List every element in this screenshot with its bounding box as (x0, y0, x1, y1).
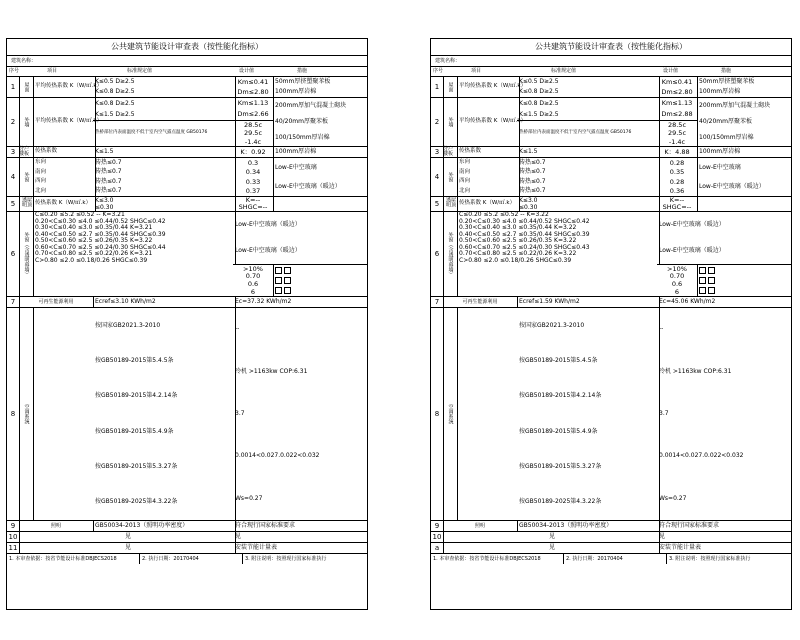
requirement: K≤0.8 D≥2.5 (519, 88, 559, 95)
requirement: 传热≤0.7 (95, 158, 122, 166)
checkbox-icon[interactable] (708, 277, 715, 284)
requirement: 传热≤0.7 (519, 187, 546, 195)
requirement: K≤0.5 D≥2.5 (519, 78, 559, 85)
footer-note: 3. 附注说明：按照现行国家标准执行 (245, 556, 327, 562)
checkbox-icon[interactable] (699, 267, 706, 274)
requirement: 按GB50189-2015第5.3.27条 (519, 462, 602, 470)
orientation: 西向 (459, 178, 471, 184)
requirement: K≤0.5 D≥2.5 (95, 78, 135, 85)
project-name-label: 建筑名称： (431, 56, 791, 67)
row-11 (431, 543, 791, 554)
requirement: 0.40<C≤0.50 ≤2.7 ≤0.35/0.44 SHGC≤0.39 (459, 230, 590, 238)
row-item: 外窗 (443, 158, 458, 196)
row-hvac (431, 308, 791, 521)
row-floor (431, 147, 791, 158)
design-value: SHGC=-- (238, 203, 268, 212)
row-window (431, 158, 791, 197)
design-value: K=-- (669, 196, 685, 205)
orientation: 东向 (459, 159, 471, 165)
measure: 40/20mm厚聚苯板 (699, 118, 752, 125)
requirement: K≤1.5 (95, 148, 114, 155)
row-number: 1 (7, 77, 20, 97)
requirement: 0.70<C≤0.80 ≤2.5 ≤0.22/0.26 K=3.22 (459, 250, 577, 258)
requirement: 按GB50189-2015第4.2.14条 (95, 392, 178, 400)
orientation: 西向 (35, 178, 47, 184)
requirement: 0.40<C≤0.50 ≤2.7 ≤0.35/0.44 SHGC≤0.39 (35, 230, 166, 238)
requirement: GB50034-2013（照明功率密度） (519, 522, 613, 529)
sheet-title: 公共建筑节能设计审查表（按性能化指标） (431, 39, 791, 56)
requirement: 传热≤0.7 (95, 187, 122, 195)
review-sheet-left (6, 38, 368, 610)
design-value: 0.34 (245, 168, 261, 176)
measure: 100/150mm厚岩棉 (275, 134, 330, 141)
requirement: 见 (548, 544, 555, 551)
row-sub: 平均传热系数 K（W/㎡.k） (35, 83, 103, 90)
measure: Low-E中空玻璃 (275, 163, 317, 171)
design-value: 6 (250, 287, 256, 296)
design-value: 29.5c (667, 129, 687, 138)
row-item: 外窗 (19, 158, 34, 196)
orientation: 南向 (459, 168, 471, 175)
requirement: 见 (124, 544, 131, 551)
sheet-footer (7, 554, 367, 564)
design-value: 0.33 (245, 177, 261, 186)
requirement: 0.60<C≤0.70 ≤2.5 ≤0.24/0.30 SHGC≤0.44 (35, 243, 166, 251)
row-item: 可再生能源利用 (443, 297, 518, 307)
measure: 40/20mm厚聚苯板 (275, 118, 328, 125)
measure: 100mm厚岩棉 (699, 148, 741, 155)
sheet-footer (431, 554, 791, 564)
measure: 100mm厚岩棉 (275, 148, 317, 155)
design-value: 3.7 (659, 409, 669, 417)
requirement: C≤0.20 ≤5.2 ≤0.52 -- K=3.21 (35, 211, 125, 219)
design-value: SHGC=-- (662, 203, 692, 212)
row-item: 外窗（含透明幕墙） (19, 212, 34, 296)
row-number: 11 (7, 543, 20, 553)
requirement: 按国家GB2021.3-2010 (95, 321, 161, 329)
design-value: 0.70 (669, 272, 685, 281)
design-value: -1.4c (244, 137, 262, 146)
measure: 见 (235, 533, 242, 540)
measure: 100/150mm厚岩棉 (699, 134, 754, 141)
requirement: K≤3.0 (95, 196, 114, 204)
design-value: 0.35 (669, 168, 685, 176)
row-item: 屋面 (443, 77, 458, 97)
row-renewable (431, 297, 791, 308)
design-value: >10% (667, 264, 687, 273)
requirement: K≤1.5 (519, 148, 538, 155)
row-item: 屋顶透明 (443, 197, 458, 211)
review-sheet-right (430, 38, 792, 610)
checkbox-icon[interactable] (708, 287, 715, 294)
measure: Low-E中空玻璃（暖边） (659, 247, 725, 254)
measure: Low-E中空玻璃（暖边） (699, 182, 765, 190)
row-roof (431, 77, 791, 98)
checkbox-icon[interactable] (708, 267, 715, 274)
row-number: 6 (7, 212, 20, 296)
row-item: 分户楼板 (19, 147, 34, 157)
requirement: 热桥部位内表面温度不低于室内空气露点温度 GB50176 (519, 130, 632, 136)
row-sub: 传热系数 K（W/㎡.k） (35, 200, 92, 207)
row-wall (431, 98, 791, 147)
requirement: K≤0.8 D≥2.5 (95, 99, 135, 107)
row-item: 照明 (19, 521, 94, 531)
requirement: 传热≤0.7 (519, 168, 546, 176)
row-10 (7, 532, 367, 543)
checkbox-icon[interactable] (284, 287, 291, 294)
measure: 50mm厚挤塑聚苯板 (699, 78, 755, 85)
row-number: 8 (7, 308, 20, 520)
row-hvac (7, 308, 367, 521)
design-value: K：4.88 (664, 147, 690, 156)
row-renewable (7, 297, 367, 308)
requirement: Ecref≤1.59 KWh/m2 (519, 298, 580, 305)
requirement: K≤3.0 (519, 196, 538, 204)
measure: 50mm厚挤塑聚苯板 (275, 78, 331, 85)
row-item: 外墙 (19, 98, 34, 146)
requirement: ≤0.30 (95, 203, 114, 211)
design-value: 0.6 (247, 280, 259, 289)
row-sub: 传热系数 (35, 148, 58, 155)
requirement: 见 (548, 533, 555, 540)
requirement: 按GB50189-2025第4.3.22条 (95, 498, 178, 506)
measure: 100mm厚岩棉 (275, 88, 317, 95)
design-value: Dm≤2.66 (237, 110, 269, 119)
project-name-label: 建筑名称： (7, 56, 367, 67)
design-value: Dm≤2.88 (661, 110, 693, 119)
row-sub: 平均传热系数 K（W/㎡.k） (459, 118, 527, 125)
orientation: 北向 (459, 187, 471, 194)
requirement: 按GB50189-2015第5.4.5条 (519, 356, 598, 364)
row-skylight (7, 197, 367, 212)
design-value: Ws=0.27 (659, 494, 687, 502)
requirement: C>0.80 ≤2.0 ≤0.18/0.26 SHGC≤0.39 (35, 256, 148, 264)
row-number: 7 (7, 297, 20, 307)
requirement: 按GB50189-2015第5.4.5条 (95, 356, 174, 364)
requirement: 传热≤0.7 (95, 177, 122, 185)
requirement: 按GB50189-2015第5.4.9条 (95, 427, 174, 435)
row-item: 屋面 (19, 77, 34, 97)
requirement: K≤0.8 D≥2.5 (519, 99, 559, 107)
design-value: 6 (674, 287, 680, 296)
measure: 100mm厚岩棉 (699, 88, 741, 95)
row-number: 2 (7, 98, 20, 146)
checkbox-icon[interactable] (275, 287, 282, 294)
row-skylight (431, 197, 791, 212)
row-lighting (431, 521, 791, 532)
row-sub: 传热系数 (459, 148, 482, 155)
requirement: 传热≤0.7 (519, 177, 546, 185)
measure: 安装节能计量表 (235, 544, 278, 551)
row-item: 可再生能源利用 (19, 297, 94, 307)
design-value: -- (659, 325, 664, 333)
measure: 200mm厚加气混凝土砌块 (699, 102, 771, 109)
requirement: 0.20<C≤0.30 ≤4.0 ≤0.44/0.52 SHGC≤0.42 (459, 217, 590, 225)
requirement: 0.50<C≤0.60 ≤2.5 ≤0.26/0.35 K=3.22 (35, 237, 153, 245)
orientation: 北向 (35, 187, 47, 194)
checkbox-icon[interactable] (275, 267, 282, 274)
measure: Low-E中空玻璃（暖边） (235, 247, 301, 254)
design-value: 0.70 (245, 272, 261, 281)
row-number: 10 (7, 532, 20, 542)
design-value: 0.37 (245, 187, 261, 195)
design-value: Dm≤2.80 (237, 87, 269, 96)
requirement: 热桥部位内表面温度不低于室内空气露点温度 GB50176 (95, 130, 208, 136)
requirement: 见 (124, 533, 131, 540)
design-value: 28.5c (667, 120, 687, 129)
requirement: 按GB50189-2015第4.2.14条 (519, 392, 602, 400)
requirement: GB50034-2013（照明功率密度） (95, 522, 189, 529)
measure: Low-E中空玻璃 (699, 163, 741, 171)
requirement: 按GB50189-2025第4.3.22条 (519, 498, 602, 506)
requirement: C≤0.20 ≤5.2 ≤0.52 -- K=3.22 (459, 211, 549, 219)
design-value: 0.6 (671, 280, 683, 289)
orientation: 南向 (35, 168, 47, 175)
checkbox-icon[interactable] (699, 277, 706, 284)
row-number: 3 (7, 147, 20, 157)
measure: 安装节能计量表 (659, 544, 702, 551)
row-sub: 传热系数 K（W/㎡.k） (459, 200, 516, 207)
row-number: 4 (7, 158, 20, 196)
design-value: -- (235, 325, 240, 333)
design-value: 0.36 (669, 187, 685, 195)
row-number: 6 (431, 212, 444, 296)
design-value: 0.0014<0.027.0.022<0.032 (659, 452, 744, 460)
row-item: 分户楼板 (443, 147, 458, 157)
row-item: 空调系统 (19, 308, 34, 520)
requirement: 0.20<C≤0.30 ≤4.0 ≤0.44/0.52 SHGC≤0.42 (35, 217, 166, 225)
requirement: 按GB50189-2015第5.3.27条 (95, 462, 178, 470)
row-number: 8 (431, 308, 444, 520)
design-value: Ec=37.32 KWh/m2 (235, 298, 292, 305)
requirement: C>0.80 ≤2.0 ≤0.18/0.26 SHGC≤0.39 (459, 256, 572, 264)
row-curtain-wall (431, 212, 791, 297)
design-value: 28.5c (243, 120, 263, 129)
requirement: 0.30<C≤0.40 ≤3.0 ≤0.35/0.44 K=3.21 (35, 224, 153, 232)
row-number: 4 (431, 158, 444, 196)
row-number: 1 (431, 77, 444, 97)
requirement: 0.70<C≤0.80 ≤2.5 ≤0.22/0.26 K=3.21 (35, 250, 153, 258)
row-floor (7, 147, 367, 158)
design-value: K=-- (245, 196, 261, 205)
row-curtain-wall (7, 212, 367, 297)
design-value: Ws=0.27 (235, 494, 263, 502)
design-value: 0.28 (669, 158, 685, 167)
row-number: a (431, 543, 444, 553)
requirement: ≤0.30 (519, 203, 538, 211)
checkbox-icon[interactable] (275, 277, 282, 284)
row-number: 3 (431, 147, 444, 157)
measure: Low-E中空玻璃（暖边） (275, 182, 341, 190)
footer-note: 1. 本审查依据：按省节能设计标准DBJECS2018 (431, 554, 564, 564)
design-value: Km≤1.13 (661, 99, 693, 108)
row-roof (7, 77, 367, 98)
measure: Low-E中空玻璃（暖边） (659, 221, 725, 228)
row-item: 外窗（含透明幕墙） (443, 212, 458, 296)
footer-note: 1. 本审查依据：按省节能设计标准DBJECS2018 (7, 554, 140, 564)
row-10 (431, 532, 791, 543)
sheet-title: 公共建筑节能设计审查表（按性能化指标） (7, 39, 367, 56)
design-value: 0.28 (669, 177, 685, 186)
design-value: 0.3 (247, 158, 259, 167)
row-item: 空调系统 (443, 308, 458, 520)
design-value: >10% (243, 264, 263, 273)
row-lighting (7, 521, 367, 532)
requirement: Ecref≤3.10 KWh/m2 (95, 298, 156, 305)
footer-note: 2. 执行日期：20170404 (564, 554, 667, 564)
row-sub: 平均传热系数 K（W/㎡.k） (459, 83, 527, 90)
row-item: 外墙 (443, 98, 458, 146)
requirement: 传热≤0.7 (519, 158, 546, 166)
row-number: 2 (431, 98, 444, 146)
design-value: -1.4c (668, 137, 686, 146)
requirement: K≤1.5 D≥2.5 (95, 110, 135, 118)
measure: 见 (659, 533, 666, 540)
requirement: K≤1.5 D≥2.5 (519, 110, 559, 118)
design-value: K：0.92 (240, 147, 266, 156)
requirement: 0.30<C≤0.40 ≤3.0 ≤0.35/0.44 K=3.22 (459, 224, 577, 232)
row-number: 9 (7, 521, 20, 531)
requirement: K≤0.8 D≥2.5 (95, 88, 135, 95)
requirement: 0.50<C≤0.60 ≤2.5 ≤0.26/0.35 K=3.22 (459, 237, 577, 245)
design-value: Dm≤2.80 (661, 87, 693, 96)
column-header: 序号 项目 标准规定值 设计值 措施 (431, 67, 791, 77)
column-header: 序号 项目 标准规定值 设计值 措施 (7, 67, 367, 77)
row-sub: 平均传热系数 K（W/㎡.k） (35, 118, 103, 125)
checkbox-icon[interactable] (284, 277, 291, 284)
checkbox-icon[interactable] (699, 287, 706, 294)
row-item: 照明 (443, 521, 518, 531)
row-11 (7, 543, 367, 554)
requirement: 传热≤0.7 (95, 168, 122, 176)
row-wall (7, 98, 367, 147)
design-value: Km≤0.41 (661, 77, 693, 86)
design-value: 冷机 >1163kw COP:6.31 (235, 367, 308, 375)
requirement: 按GB50189-2015第5.4.9条 (519, 427, 598, 435)
requirement: 按国家GB2021.3-2010 (519, 321, 585, 329)
footer-note: 2. 执行日期：20170404 (140, 554, 243, 564)
orientation: 东向 (35, 159, 47, 165)
row-number: 9 (431, 521, 444, 531)
design-value: Ec=45.06 KWh/m2 (659, 298, 716, 305)
row-number: 10 (431, 532, 444, 542)
requirement: 0.60<C≤0.70 ≤2.5 ≤0.24/0.30 SHGC≤0.43 (459, 243, 590, 251)
design-value: Km≤0.41 (237, 77, 269, 86)
footer-note: 3. 附注说明：按照现行国家标准执行 (669, 556, 751, 562)
row-number: 5 (7, 197, 20, 211)
measure: Low-E中空玻璃（暖边） (235, 221, 301, 228)
row-item: 屋顶透明 (19, 197, 34, 211)
measure: 符合现行国家标准要求 (235, 522, 296, 529)
design-value: 3.7 (235, 409, 245, 417)
row-number: 7 (431, 297, 444, 307)
measure: 符合现行国家标准要求 (659, 522, 720, 529)
design-value: Km≤1.13 (237, 99, 269, 108)
design-value: 29.5c (243, 129, 263, 138)
row-window (7, 158, 367, 197)
checkbox-icon[interactable] (284, 267, 291, 274)
design-value: 冷机 >1163kw COP:6.31 (659, 367, 732, 375)
row-number: 5 (431, 197, 444, 211)
design-value: 0.0014<0.027.0.022<0.032 (235, 452, 320, 460)
measure: 200mm厚加气混凝土砌块 (275, 102, 347, 109)
